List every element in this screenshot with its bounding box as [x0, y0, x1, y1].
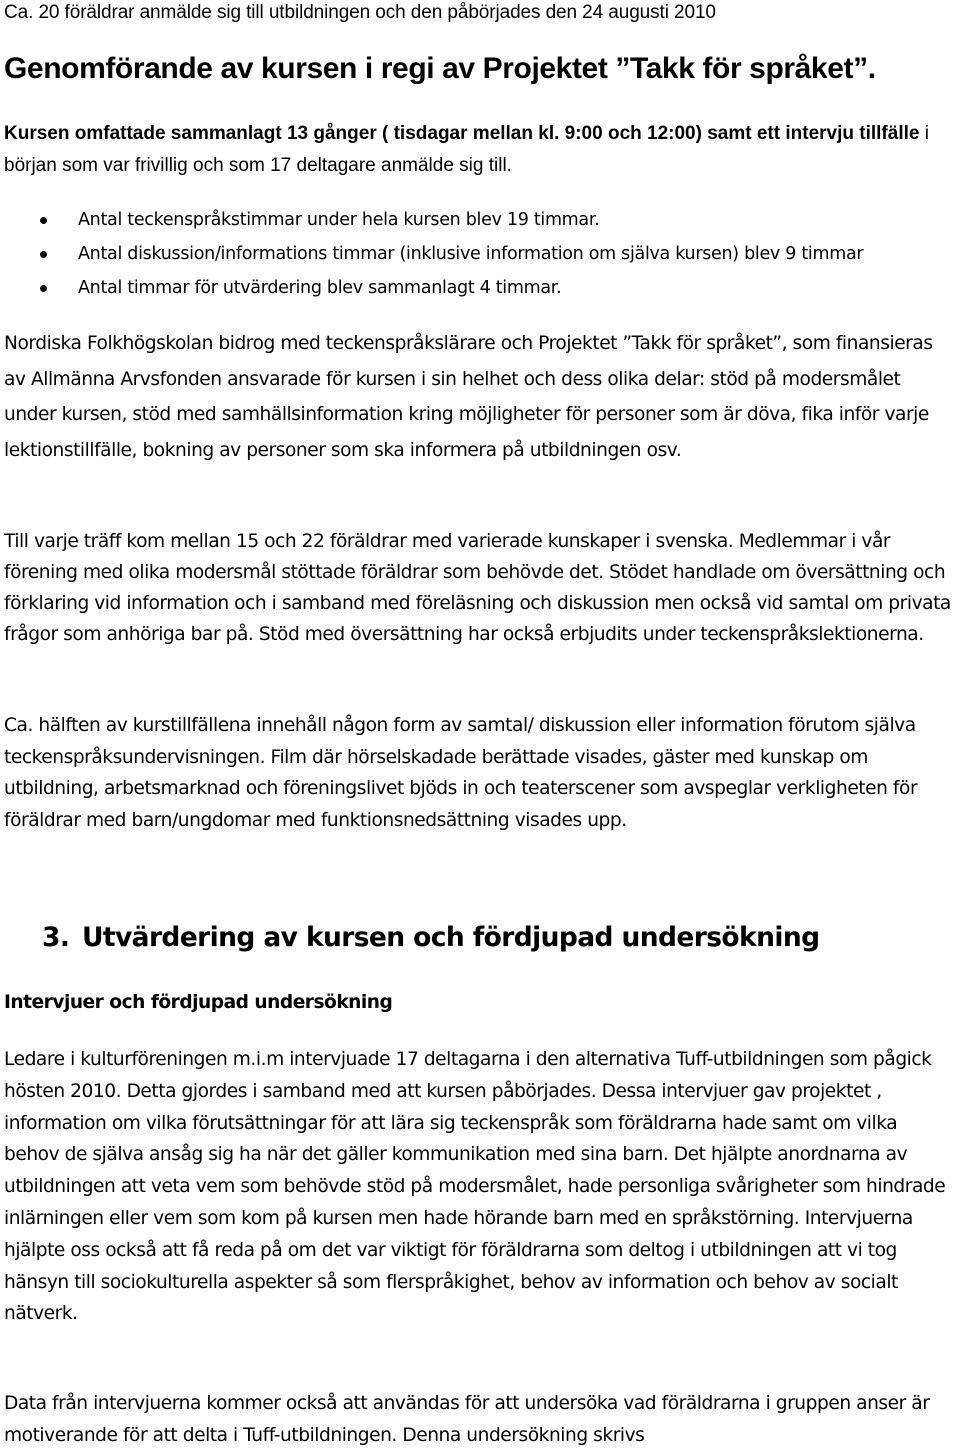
section-heading: Genomförande av kursen i regi av Projektet ”Takk för språket”. [4, 52, 876, 85]
subheading-interviews: Intervjuer och fördjupad undersökning [4, 992, 393, 1013]
section-3-number: 3. [42, 922, 70, 953]
list-item [0, 237, 863, 271]
course-info-bold: Kursen omfattade sammanlagt 13 gånger ( tisdagar mellan kl. 9:00 och 12:00) samt ett intervju tillfälle [4, 123, 920, 144]
paragraph-data: Data från intervjuerna kommer också att användas för att undersöka vad föräldrarna i gruppen anser är motiverande för att delta i Tuff-utbildningen. Denna undersökning skrivs [4, 1393, 930, 1446]
list-item-text: Antal diskussion/informations timmar (inklusive information om själva kursen) blev 9 timmar [78, 244, 864, 264]
paragraph-meetings: Till varje träff kom mellan 15 och 22 föräldrar med varierade kunskaper i svenska. Medlemmar i vår förening med olika modersmål stöttade föräldrar som behövde det. Stödet handlade om översättning och förklaring vid information och i samband med föreläsning och diskussion men också vid samtal om privata frågor som anhöriga bar på. Stöd med översättning har också erbjudits under teckenspråkslektionerna. [4, 531, 951, 645]
paragraph-interviews: Ledare i kulturföreningen m.i.m intervjuade 17 deltagarna i den alternativa Tuff-utbildningen som pågick hösten 2010. Detta gjordes i samband med att kursen påbörjades. Dessa intervjuer gav projektet , information om vilka förutsättningar för att lära sig teckenspråk som föräldrarna hade samt om vilka behov de själva ansåg sig ha när det gäller kommunikation med sina barn. Det hjälpte anordnarna av utbildningen att veta vem som behövde stöd på modersmålet, hade personliga svårigheter som hindrade inlärningen eller vem som kom på kursen men hade hörande barn med en språkstörning. Intervjuerna hjälpte oss också att få reda på om det var viktigt för föräldrarna som deltog i utbildningen att vi tog hänsyn till sociokulturella aspekter så som flerspråkighet, behov av information och behov av socialt nätverk. [4, 1049, 946, 1325]
bullet-icon [40, 217, 47, 224]
intro-line: Ca. 20 föräldrar anmälde sig till utbildningen och den påbörjades den 24 augusti 2010 [4, 2, 716, 23]
section-3-heading [42, 922, 819, 953]
course-info-paragraph [4, 118, 934, 182]
list-item-text: Antal timmar för utvärdering blev sammanlagt 4 timmar. [78, 278, 562, 298]
paragraph-course-content: Ca. hälften av kurstillfällena innehåll någon form av samtal/ diskussion eller information förutom själva teckenspråksundervisningen. Film där hörselskadade berättade visades, gäster med kunskap om utbildning, arbetsmarknad och föreningslivet bjöds in och teaterscener som avspeglar verkligheten för föräldrar med barn/ungdomar med funktionsnedsättning visades upp. [4, 715, 918, 831]
paragraph-folkhogskolan: Nordiska Folkhögskolan bidrog med teckenspråkslärare och Projektet ”Takk för språket”, som finansieras av Allmänna Arvsfonden ansvarade för kursen i sin helhet och dess olika delar: stöd på modersmålet under kursen, stöd med samhällsinformation kring möjligheter för personer som är döva, fika inför varje lektionstillfälle, bokning av personer som ska informera på utbildningen osv. [4, 333, 933, 461]
list-item-text: Antal teckenspråkstimmar under hela kursen blev 19 timmar. [78, 210, 600, 230]
bullet-icon [40, 285, 47, 292]
course-hours-list [0, 203, 863, 305]
section-3-title: Utvärdering av kursen och fördjupad undersökning [82, 922, 820, 953]
course-info-regular: i början som var frivillig och som 17 deltagare anmälde sig till. [4, 123, 929, 176]
list-item [0, 203, 863, 237]
bullet-icon [40, 251, 47, 258]
list-item [0, 271, 863, 305]
